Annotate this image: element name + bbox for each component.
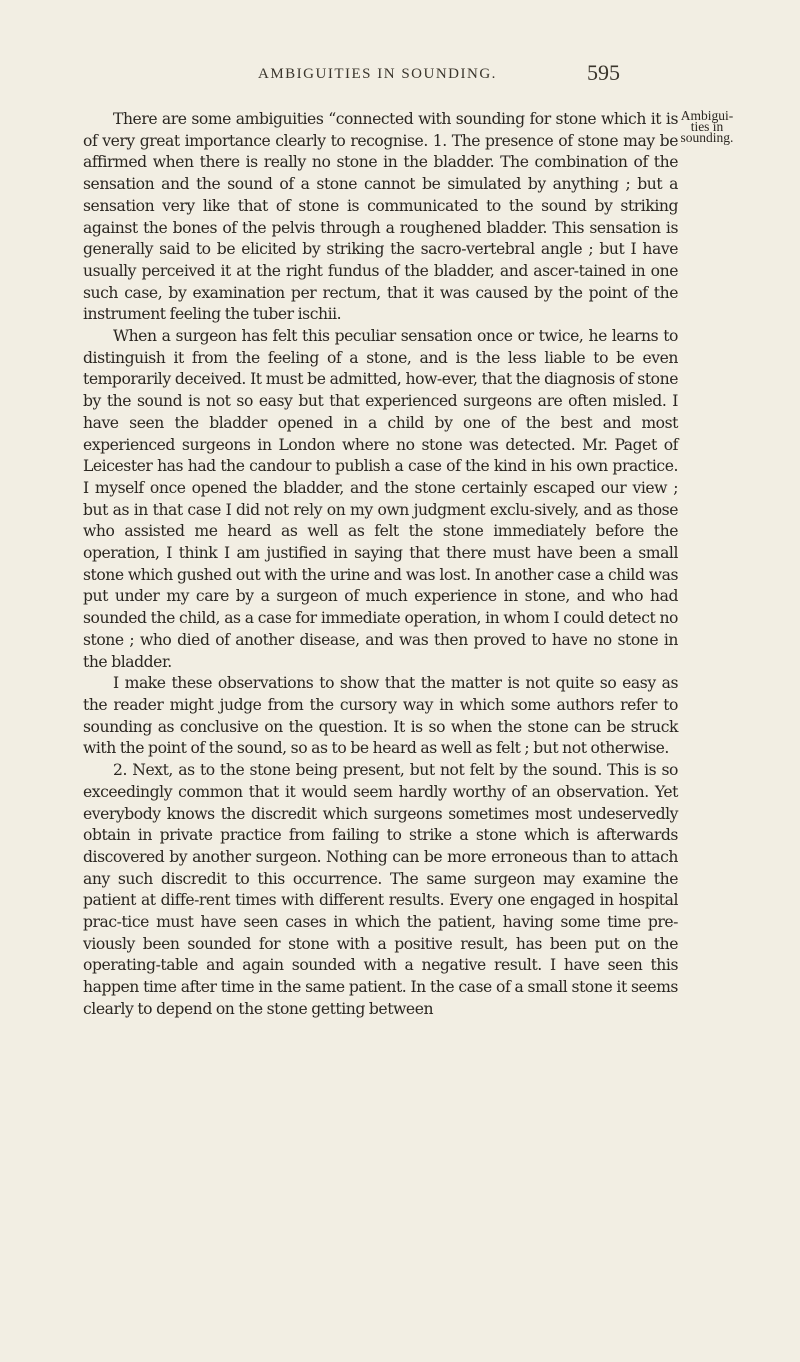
body-text: [83, 109, 678, 1021]
paragraph-2: When a surgeon has felt this peculiar sensation once or twice, he learns to distinguish it from the feeling of a stone, and is the less liable to be even temporarily deceived. It must be admitted, how-ever, that the diagnosis of stone by the sound is not so easy but that experienced surgeons are often misled. I have seen the bladder opened in a child by one of the best and most experienced surgeons in London where no stone was detected. Mr. Paget of Leicester has had the candour to publish a case of the kind in his own practice. I myself once opened the bladder, and the stone certainly escaped our view ; but as in that case I did not rely on my own judgment exclu-sively, and as those who assisted me heard as well as felt the stone immediately before the operation, I think I am justified in saying that there must have been a small stone which gushed out with the urine and was lost. In another case a child was put under my care by a surgeon of much experience in stone, and who had sounded the child, as a case for immediate operation, in whom I could detect no stone ; who died of another disease, and was then proved to have no stone in the bladder.: [83, 327, 678, 671]
sidenote-line: ties in: [690, 119, 724, 134]
paragraph-1: There are some ambiguities “connected with sounding for stone which it is of very great importance clearly to recognise. 1. The presence of stone may be affirmed when there is really no stone in the bladder. The combination of the sensation and the sound of a stone cannot be simulated by anything ; but a sensation very like that of stone is communicated to the sound by striking against the bones of the pelvis through a roughened bladder. This sensation is generally said to be elicited by striking the sacro-vertebral angle ; but I have usually perceived it at the right fundus of the bladder, and ascer-tained in one such case, by examination per rectum, that it was caused by the point of the instrument feeling the tuber ischii.: [83, 110, 678, 324]
sidenote-line: Ambigui-: [680, 108, 734, 123]
page-number: 595: [587, 60, 620, 85]
paragraph-3: I make these observations to show that the matter is not quite so easy as the reader might judge from the cursory way in which some authors refer to sounding as conclusive on the question. It is so when the stone can be struck with the point of the sound, so as to be heard as well as felt ; but not otherwise.: [83, 674, 678, 758]
running-header: [0, 58, 800, 88]
running-title: AMBIGUITIES IN SOUNDING.: [258, 66, 497, 82]
paragraph-4: 2. Next, as to the stone being present, but not felt by the sound. This is so exceedingly common that it would seem hardly worthy of an observation. Yet everybody knows the discredit which surgeons sometimes most undeservedly obtain in private practice from failing to strike a stone which is afterwards discovered by another surgeon. Nothing can be more erroneous than to attach any such discredit to this occurrence. The same surgeon may examine the patient at diffe-rent times with different results. Every one engaged in hospital prac-tice must have seen cases in which the patient, having some time pre-viously been sounded for stone with a positive result, has been put on the operating-table and again sounded with a negative result. I have seen this happen time after time in the same patient. In the case of a small stone it seems clearly to depend on the stone getting between: [83, 761, 678, 1018]
sidenote-line: sounding.: [680, 130, 734, 145]
margin-sidenote: [677, 110, 737, 143]
